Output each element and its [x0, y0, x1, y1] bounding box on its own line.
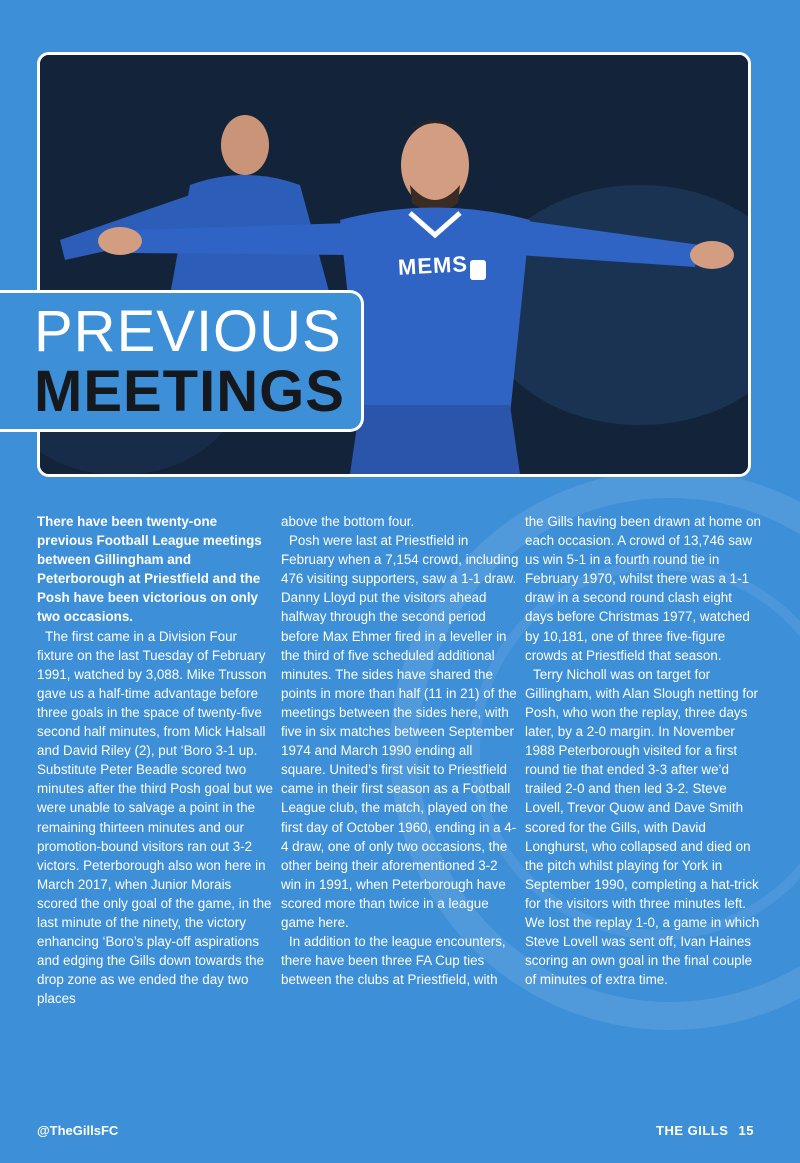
social-handle: @TheGillsFC [37, 1123, 119, 1138]
article-lead: There have been twenty-one previous Football League meetings between Gillingham and Peterborough at Priestfield and the Posh have been victorious on only two occasions. [37, 514, 262, 625]
article-paragraph: Posh were last at Priestfield in February when a 7,154 crowd, including 476 visiting supporters, saw a 1-1 draw. Danny Lloyd put the visitors ahead halfway through the second period before Max Ehmer fired in a leveller in the third of five scheduled additional minutes. The sides have shared the points in more than half (11 in 21) of the meetings between the sides here, with five in six matches between September 1974 and March 1990 ending all square. United’s first visit to Priestfield came in their first season as a Football League club, the match, played on the first day of October 1960, ending in a 4-4 draw, one of only two occasions, the other being their aforementioned 3-2 win in 1991, when Peterborough have scored more than twice in a league game here. [281, 533, 519, 930]
article-paragraph: The first came in a Division Four fixture on the last Tuesday of February 1991, watched by 3,088. Mike Trusson gave us a half-time advantage before three goals in the space of twenty-five second half minutes, from Mick Halsall and David Riley (2), put ‘Boro 3-1 up. Substitute Peter Beadle scored two minutes after the third Posh goal but we were unable to salvage a point in the remaining thirteen minutes and our promotion-bound visitors ran out 3-2 victors. Peterborough also won here in March 2017, when Junior Morais scored the only goal of the game, in the last minute of the ninety, the victory enhancing ‘Boro’s play-off aspirations and edging the Gills down towards the drop zone as we ended the day two places [37, 628, 273, 1007]
article-column-3 [525, 512, 763, 989]
article-column-2 [281, 512, 519, 989]
page-number: 15 [738, 1123, 754, 1138]
article-paragraph: In addition to the league encounters, there have been three FA Cup ties between the clubs at Priestfield, with [281, 934, 506, 988]
page-title-line1: PREVIOUS [34, 299, 342, 364]
shirt-sponsor: MEMS [397, 251, 469, 280]
page-title-line2: MEETINGS [34, 359, 345, 424]
article-paragraph: the Gills having been drawn at home on each occasion. A crowd of 13,746 saw us win 5-1 in a fourth round tie in February 1970, whilst there was a 1-1 draw in a second round clash eight days before Christmas 1977, watched by 10,181, one of three five-figure crowds at Priestfield that season. [525, 514, 761, 663]
article-paragraph: Terry Nicholl was on target for Gillingham, with Alan Slough netting for Posh, who won the replay, three days later, by a 2-0 margin. In November 1988 Peterborough visited for a first round tie that ended 3-3 after we’d trailed 2-0 and then led 3-2. Steve Lovell, Trevor Quow and Dave Smith scored for the Gills, with David Longhurst, who collapsed and died on the pitch whilst playing for York in September 1990, completing a hat-trick for the visitors with three minutes left. We lost the replay 1-0, a game in which Steve Lovell was sent off, Ivan Haines scoring an own goal in the final couple of minutes of extra time. [525, 666, 760, 988]
article-column-1 [37, 512, 275, 1008]
page-footer [656, 1123, 754, 1138]
publication-name: THE GILLS [656, 1123, 729, 1138]
article-paragraph: above the bottom four. [281, 514, 415, 529]
